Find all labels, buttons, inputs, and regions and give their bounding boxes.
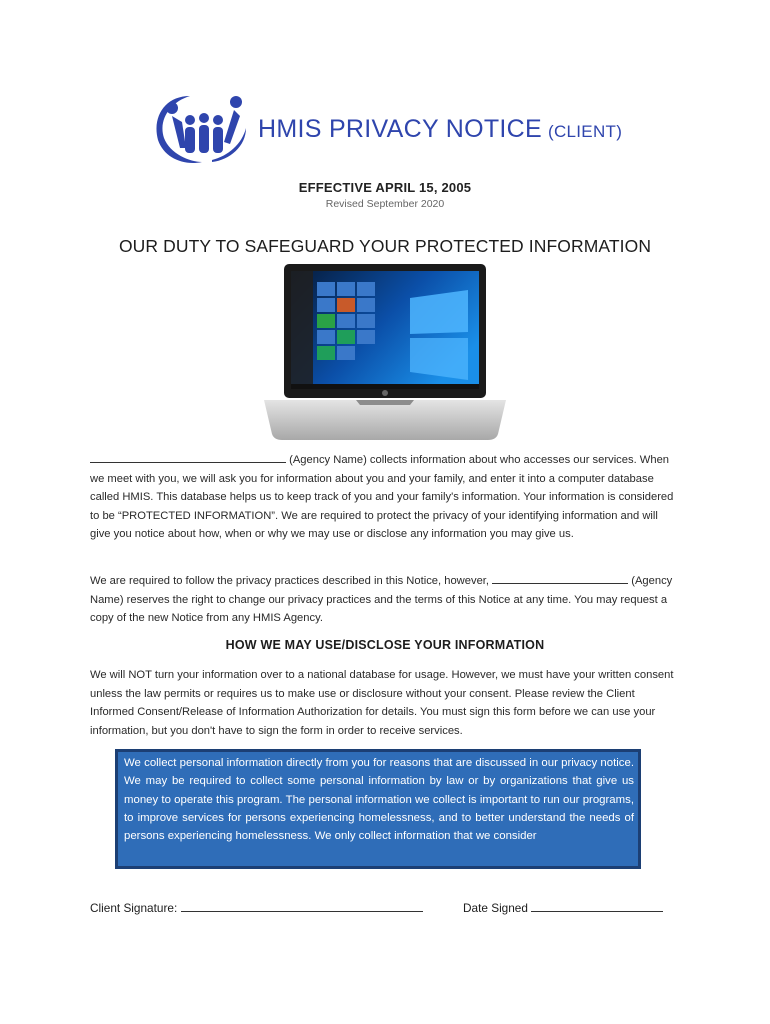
paragraph-1-text: (Agency Name) collects information about who accesses our services. When we meet with you, we will ask you for information about you and your family, and enter it into a computer database called HMIS. This database helps us to keep track of you and your family's information. Your information is considered to be “PROTECTED INFORMATION”. We are required to protect the privacy of your identifying information and will give you notice about how, when or why we may use or disclose any information you may give us. <box>90 454 674 541</box>
notice-box: We collect personal information directly from you for reasons that are discussed in our privacy notice. We may be required to collect some personal information by law or by organizations that give us money to operate this program. The personal information we collect is important to run our programs, to improve services for persons experiencing homelessness, and to better understand the needs of persons experiencing homelessness. We only collect information that we consider <box>115 749 641 869</box>
client-signature-line <box>90 900 423 915</box>
subheading-use-disclose: HOW WE MAY USE/DISCLOSE YOUR INFORMATION <box>225 638 545 652</box>
paragraph-2-text-end: (Agency Name) reserves the right to change our privacy practices and the terms of this Notice at any time. You may request a copy of the new Notice from any HMIS Agency. <box>90 575 673 625</box>
client-signature-field[interactable] <box>181 900 423 912</box>
agency-name-blank[interactable] <box>90 452 286 463</box>
effective-date: EFFECTIVE APRIL 15, 2005 <box>298 180 472 195</box>
document-title <box>258 115 622 144</box>
title-main: HMIS PRIVACY NOTICE <box>258 115 542 143</box>
paragraph-agency-collects <box>90 451 680 544</box>
section-heading: OUR DUTY TO SAFEGUARD YOUR PROTECTED INFORMATION <box>118 236 652 256</box>
hmis-logo-icon <box>150 88 252 166</box>
client-signature-label: Client Signature: <box>90 901 181 915</box>
agency-name-blank-2[interactable] <box>492 573 628 584</box>
date-signed-line <box>463 900 663 915</box>
paragraph-privacy-practices <box>90 572 680 628</box>
paragraph-2-text-start: We are required to follow the privacy practices described in this Notice, however, <box>90 575 493 587</box>
date-signed-field[interactable] <box>531 900 663 912</box>
laptop-image <box>260 262 510 444</box>
date-signed-label: Date Signed <box>463 901 532 915</box>
title-sub: (CLIENT) <box>547 122 623 141</box>
paragraph-consent: We will NOT turn your information over to a national database for usage. However, we must have your written consent unless the law permits or requires us to make use or disclosure without your consent. Please review the Client Informed Consent/Release of Information Authorization for details. You must sign this form before we can use your information, but you don't have to sign the form in order to receive services. <box>90 669 674 737</box>
revised-date: Revised September 2020 <box>325 198 445 210</box>
